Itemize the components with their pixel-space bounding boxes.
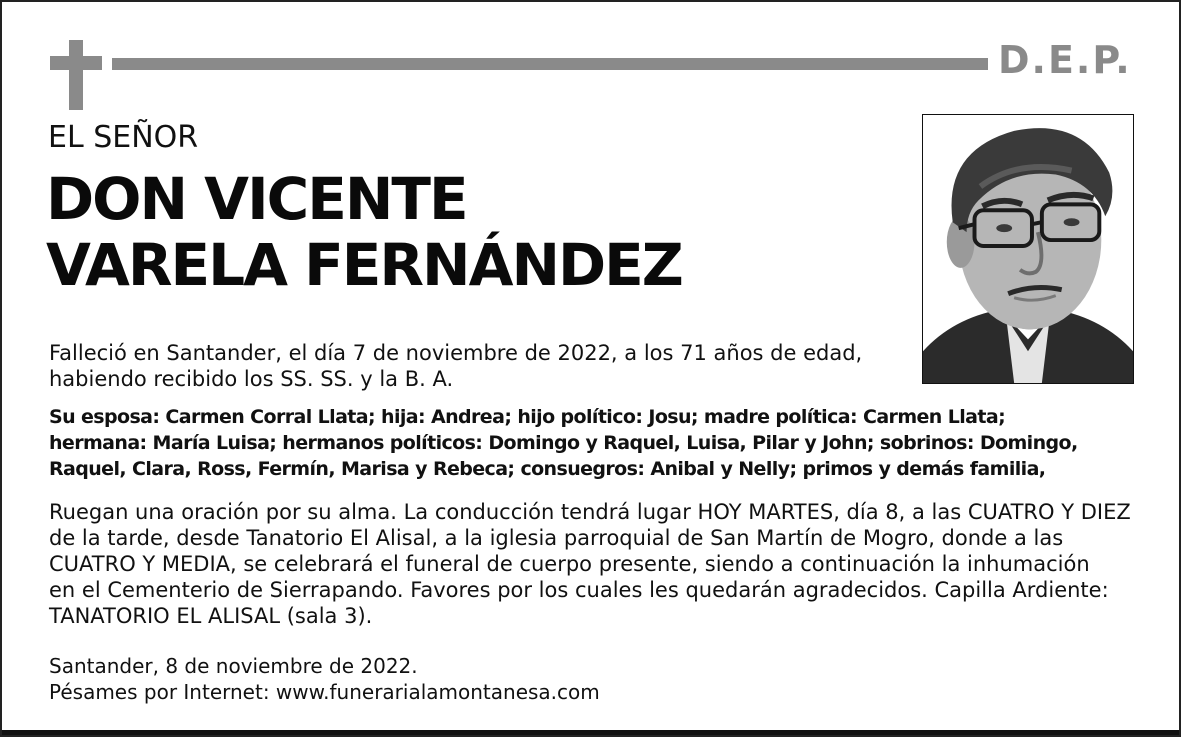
family-line: hermana: María Luisa; hermanos políticos: Domingo y Raquel, Luisa, Pilar y John; sobrinos: Domingo, [49,432,1078,454]
death-notice-line: Falleció en Santander, el día 7 de noviembre de 2022, a los 71 años de edad, [49,341,863,365]
name-line-1: DON VICENTE [46,165,467,233]
death-notice-line: habiendo recibido los SS. SS. y la B. A. [49,367,454,391]
ceremony-details [49,499,1129,629]
title-prefix: EL SEÑOR [48,120,199,155]
condolences-link: Pésames por Internet: www.funerarialamontanesa.com [49,680,600,704]
ceremony-line: en el Cementerio de Sierrapando. Favores por los cuales les quedarán agradecidos. Capilla Ardiente: [49,578,1109,602]
ceremony-line: Ruegan una oración por su alma. La conducción tendrá lugar HOY MARTES, día 8, a las CUATRO Y DIEZ [49,500,1131,524]
family-line: Raquel, Clara, Ross, Fermín, Marisa y Rebeca; consuegros: Anibal y Nelly; primos y demás familia, [49,458,1046,480]
name-line-2: VARELA FERNÁNDEZ [46,231,682,299]
death-notice [49,340,1129,392]
cross-icon [50,40,102,110]
header-rule [112,58,988,70]
deceased-name [46,166,682,298]
family-line: Su esposa: Carmen Corral Llata; hija: Andrea; hijo político: Josu; madre política: Carmen Llata; [49,406,1006,428]
bottom-rule [2,730,1179,735]
family-list [49,404,1129,482]
dep-label: D.E.P. [998,38,1132,82]
ceremony-line: TANATORIO EL ALISAL (sala 3). [49,604,373,628]
ceremony-line: CUATRO Y MEDIA, se celebrará el funeral de cuerpo presente, siendo a continuación la inhumación [49,552,1090,576]
ceremony-line: de la tarde, desde Tanatorio El Alisal, a la iglesia parroquial de San Martín de Mogro, donde a las [49,526,1064,550]
footer [49,653,1129,705]
place-date: Santander, 8 de noviembre de 2022. [49,654,418,678]
